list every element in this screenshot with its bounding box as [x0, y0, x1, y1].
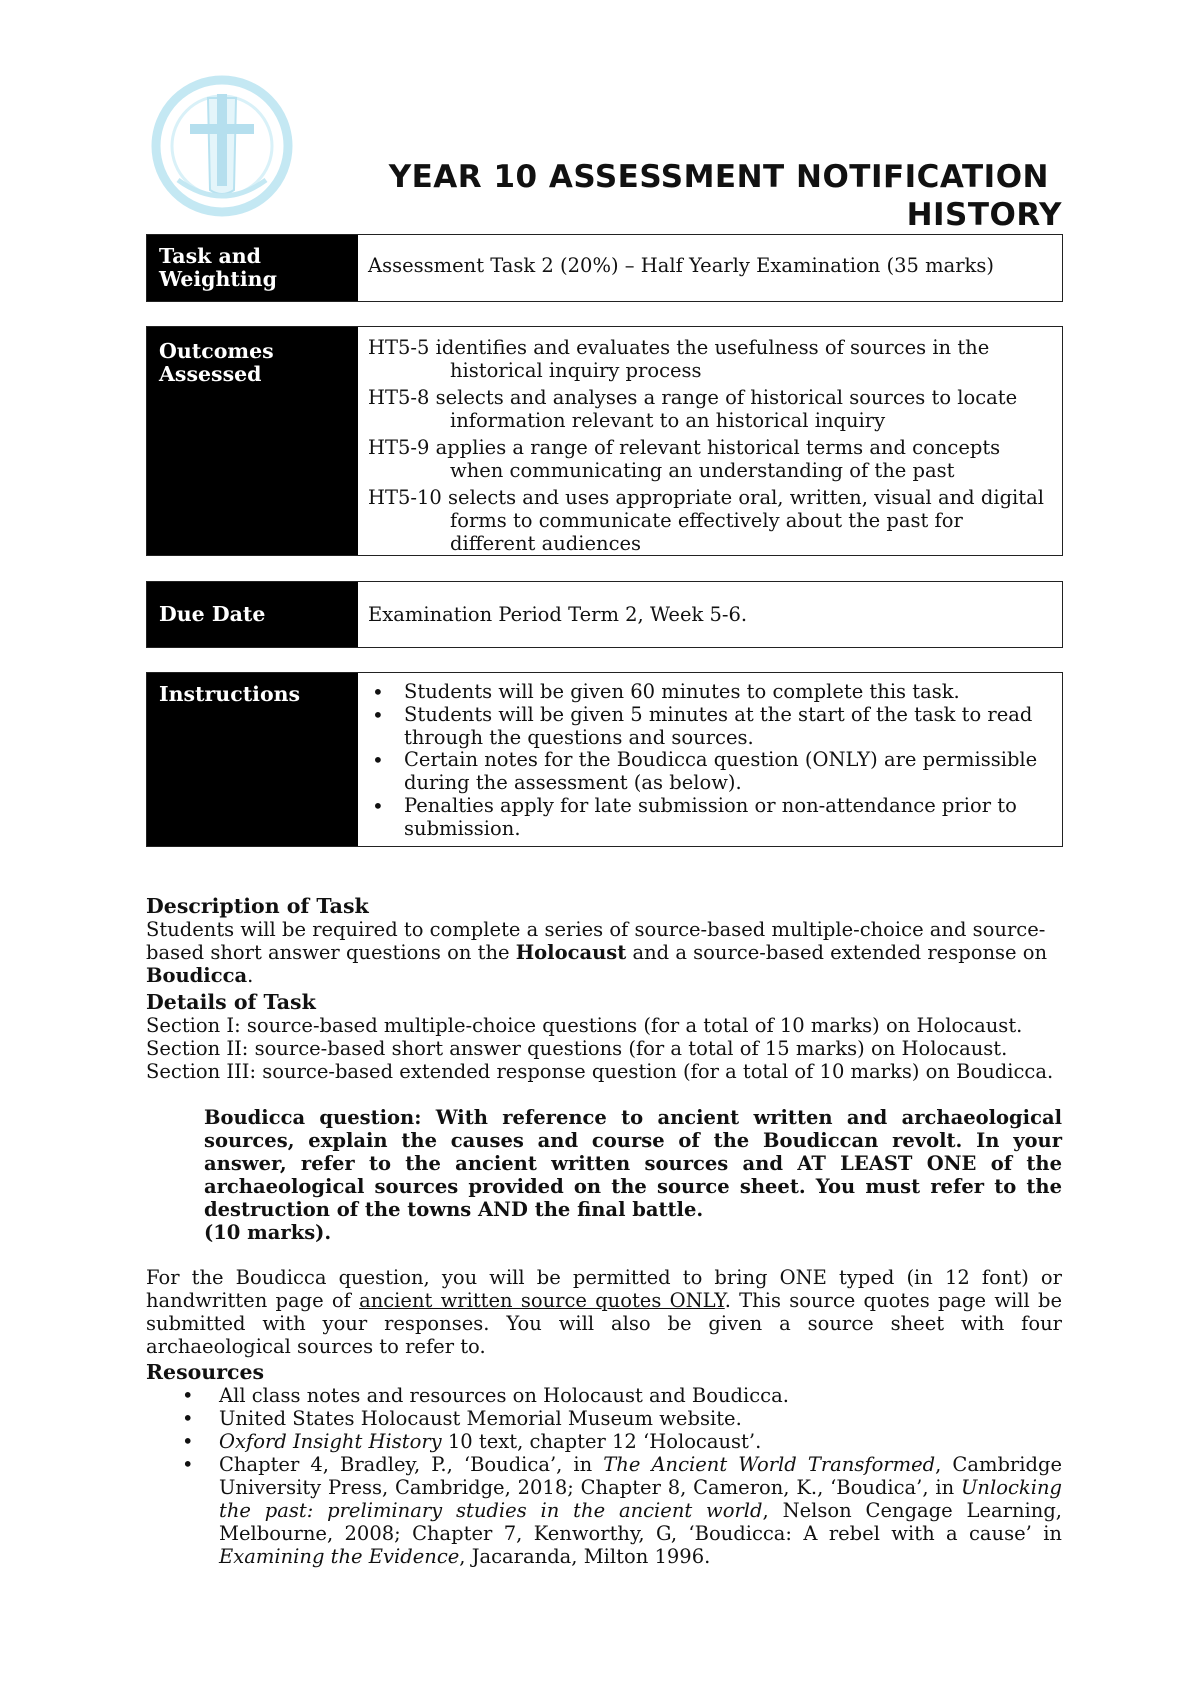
- resource-title-italic: Oxford Insight History: [219, 1430, 442, 1453]
- resource-title-italic: Unlocking the past: preliminary studies in the ancient world: [219, 1476, 1062, 1522]
- outcomes-label: [147, 327, 358, 555]
- task-weighting-label: [147, 235, 358, 301]
- instruction-item: • Students will be given 5 minutes at the start of the task to read through the questions and sources.: [368, 704, 1052, 750]
- description-text-part: .: [247, 964, 254, 987]
- resource-item: [219, 1453, 1062, 1568]
- resource-text: , Cambridge University Press, Cambridge, 2018; Chapter 8, Cameron, K., ‘Boudica’, in: [219, 1453, 1062, 1499]
- task-label-line-2: Weighting: [159, 267, 277, 291]
- resources-heading: Resources: [146, 1360, 265, 1384]
- question-text: Boudicca question: With reference to ancient written and archaeological sources, explain the causes and course of the Boudiccan revolt. In your answer, refer to the ancient written sources and AT LEAST ONE of the archaeological sources provided on the source sheet. You must refer to the destruction of the towns AND the final battle.: [204, 1106, 1062, 1221]
- resource-text: Chapter 4, Bradley, P., ‘Boudica’, in: [219, 1453, 604, 1476]
- resources-list: [146, 1384, 1062, 1568]
- boudicca-bold: Boudicca: [146, 964, 248, 987]
- details-line: Section II: source-based short answer questions (for a total of 15 marks) on Holocaust.: [146, 1037, 1008, 1060]
- resource-item: [219, 1430, 1062, 1453]
- details-heading: Details of Task: [146, 990, 316, 1014]
- task-weighting-row: [146, 234, 1063, 302]
- description-text-part: and a source-based extended response on: [626, 941, 1048, 964]
- outcomes-list: [358, 327, 1062, 555]
- outcome-item: HT5-5 identifies and evaluates the usefulness of sources in the historical inquiry process: [368, 336, 990, 382]
- task-label-line-1: Task and: [159, 244, 261, 268]
- instruction-item: • Certain notes for the Boudicca question (ONLY) are permissible during the assessment (as below).: [368, 749, 1052, 795]
- school-cross-logo-icon: [148, 72, 296, 220]
- outcome-item: HT5-8 selects and analyses a range of historical sources to locate information relevant to an historical inquiry: [368, 386, 1018, 432]
- description-heading: Description of Task: [146, 894, 369, 918]
- instruction-item: • Students will be given 60 minutes to complete this task.: [368, 681, 1052, 704]
- resource-item: • All class notes and resources on Holocaust and Boudicca.: [219, 1384, 1062, 1407]
- outcomes-label-line-1: Outcomes: [159, 339, 274, 363]
- instructions-list: [358, 673, 1062, 846]
- details-section: [146, 990, 1062, 1083]
- description-text-part: Students will be required to complete a series of source-based multiple-choice and source-based short answer questions on the: [146, 918, 1046, 964]
- resources-section: [146, 1360, 1062, 1568]
- title-line-1: YEAR 10 ASSESSMENT NOTIFICATION: [388, 159, 1049, 195]
- resource-text: , Nelson Cengage Learning, Melbourne, 2008; Chapter 7, Kenworthy, G, ‘Boudicca: A rebel with a cause’ in: [219, 1499, 1063, 1545]
- resource-title-italic: The Ancient World Transformed: [603, 1453, 936, 1476]
- permitted-notes-paragraph: [146, 1266, 1062, 1358]
- quotes-only-underlined: ancient written source quotes ONLY: [359, 1289, 725, 1312]
- details-line: Section III: source-based extended response question (for a total of 10 marks) on Boudicca.: [146, 1060, 1054, 1083]
- holocaust-bold: Holocaust: [515, 941, 627, 964]
- permit-text-part: . This source quotes page will be submitted with your responses. You will also be given a source sheet with four archaeological sources to refer to.: [146, 1289, 1062, 1358]
- resource-text: , Jacaranda, Milton 1996.: [459, 1545, 711, 1568]
- outcomes-label-line-2: Assessed: [159, 362, 262, 386]
- outcomes-row: [146, 326, 1063, 556]
- description-section: [146, 894, 1062, 987]
- due-date-label: Due Date: [147, 582, 358, 647]
- page-title: [389, 158, 1062, 234]
- instructions-row: [146, 672, 1063, 847]
- resource-item: • United States Holocaust Memorial Museum website.: [219, 1407, 1062, 1430]
- task-weighting-value: Assessment Task 2 (20%) – Half Yearly Examination (35 marks): [368, 253, 994, 277]
- title-line-2: HISTORY: [906, 197, 1062, 233]
- outcome-item: HT5-10 selects and uses appropriate oral, written, visual and digital forms to communicate effectively about the past for different audiences: [368, 486, 1044, 555]
- instruction-item: • Penalties apply for late submission or non-attendance prior to submission.: [368, 795, 1052, 841]
- permit-text-part: For the Boudicca question, you will be permitted to bring ONE typed (in 12 font) or handwritten page of: [146, 1266, 1062, 1312]
- instructions-label: Instructions: [147, 673, 358, 846]
- description-text: [146, 918, 1062, 987]
- resource-text: 10 text, chapter 12 ‘Holocaust’.: [441, 1430, 762, 1453]
- boudicca-question: [204, 1106, 1062, 1244]
- due-date-row: [146, 581, 1063, 648]
- question-marks: (10 marks).: [204, 1221, 332, 1244]
- outcome-item: HT5-9 applies a range of relevant historical terms and concepts when communicating an understanding of the past: [368, 436, 1001, 482]
- resource-title-italic: Examining the Evidence: [219, 1545, 460, 1568]
- due-date-value: Examination Period Term 2, Week 5-6.: [368, 603, 748, 626]
- details-line: Section I: source-based multiple-choice questions (for a total of 10 marks) on Holocaust.: [146, 1014, 1023, 1037]
